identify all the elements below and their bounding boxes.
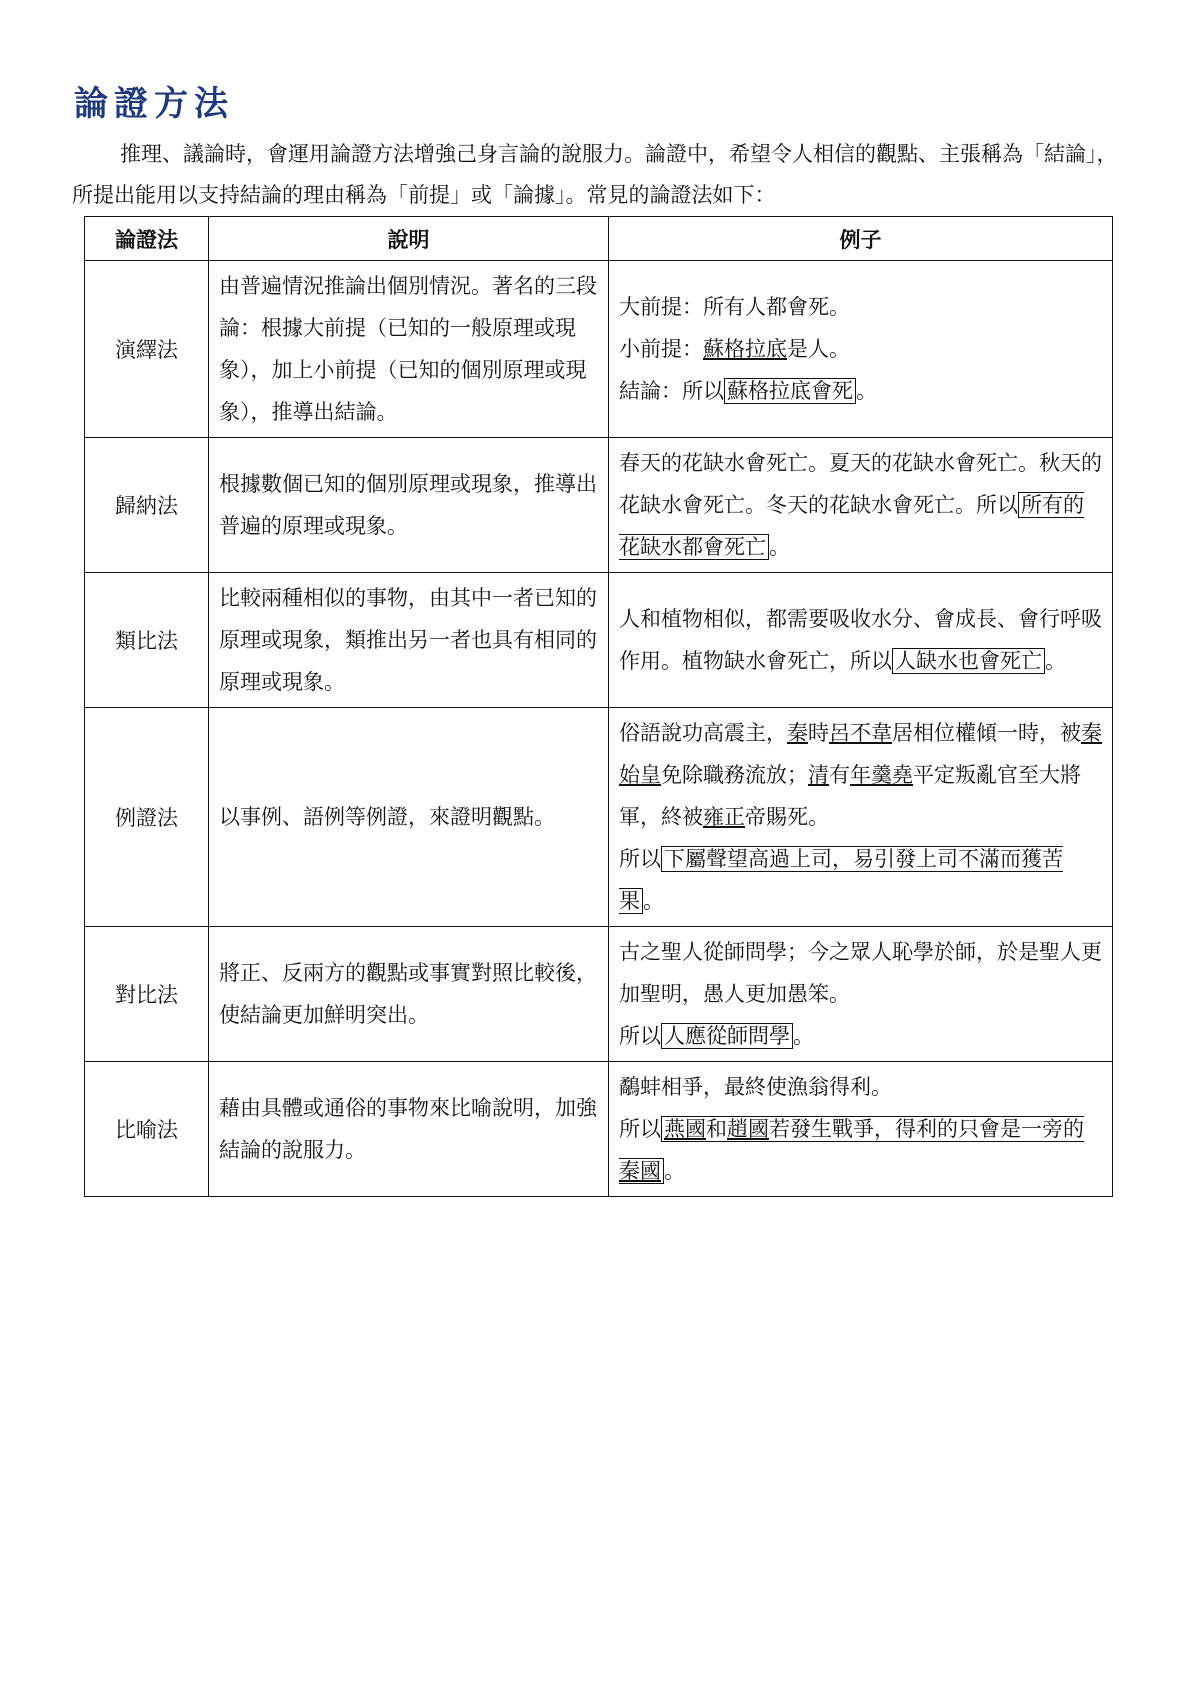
example-line bbox=[619, 712, 1102, 838]
proper-noun: 蘇格拉底 bbox=[703, 337, 787, 361]
text-segment: 。 bbox=[1045, 649, 1066, 673]
example-cell bbox=[609, 261, 1113, 438]
text-segment: 平定叛亂官至大將軍，終被 bbox=[619, 763, 1081, 829]
example-cell bbox=[609, 1062, 1113, 1197]
intro-paragraph bbox=[72, 134, 1132, 216]
conclusion-box: 人應從師問學 bbox=[661, 1023, 793, 1049]
conclusion-box: 下屬聲望高過上司，易引發上司不滿而獲苦果 bbox=[619, 847, 1063, 913]
proper-noun: 秦國 bbox=[619, 1159, 661, 1183]
description-cell: 由普遍情況推論出個別情況。著名的三段論：根據大前提（已知的一般原理或現象），加上小前提（已知的個別原理或現象），推導出結論。 bbox=[209, 261, 609, 438]
text-segment: 。 bbox=[856, 379, 877, 403]
proper-noun: 燕國 bbox=[664, 1117, 706, 1141]
method-cell: 演繹法 bbox=[85, 261, 209, 438]
description-cell: 以事例、語例等例證，來證明觀點。 bbox=[209, 708, 609, 927]
example-line bbox=[619, 328, 1102, 370]
proper-noun: 清 bbox=[808, 763, 829, 787]
example-cell bbox=[609, 573, 1113, 708]
text-segment: 俗語說功高震主， bbox=[619, 721, 787, 745]
example-line bbox=[619, 1015, 1102, 1057]
method-cell: 例證法 bbox=[85, 708, 209, 927]
text-segment: 人和植物相似，都需要吸收水分、會成長、會行呼吸作用。植物缺水會死亡，所以 bbox=[619, 607, 1102, 673]
method-cell: 比喻法 bbox=[85, 1062, 209, 1197]
text-segment: 。 bbox=[793, 1024, 814, 1048]
text-segment: 所以 bbox=[619, 1117, 661, 1141]
conclusion-box bbox=[619, 1116, 1084, 1184]
method-cell: 對比法 bbox=[85, 927, 209, 1062]
text-segment: 帝賜死。 bbox=[745, 805, 829, 829]
intro-text: 推理、議論時，會運用論證方法增強己身言論的說服力。論證中，希望令人相信的觀點、主張稱為「結論」，所提出能用以支持結論的理由稱為「前提」或「論據」。常見的論證法如下： bbox=[72, 142, 1118, 207]
example-cell bbox=[609, 708, 1113, 927]
table-header-row bbox=[85, 217, 1113, 261]
table-row bbox=[85, 708, 1113, 927]
description-cell: 比較兩種相似的事物，由其中一者已知的原理或現象，類推出另一者也具有相同的原理或現象。 bbox=[209, 573, 609, 708]
method-cell: 歸納法 bbox=[85, 438, 209, 573]
header-description: 說明 bbox=[209, 217, 609, 261]
text-segment: 。 bbox=[769, 535, 790, 559]
proper-noun: 年羹堯 bbox=[850, 763, 913, 787]
text-segment: 。 bbox=[664, 1159, 685, 1183]
text-segment: 所以 bbox=[619, 847, 661, 871]
text-segment: 居相位權傾一時，被 bbox=[892, 721, 1081, 745]
proper-noun: 雍正 bbox=[703, 805, 745, 829]
conclusion-box: 所有的花缺水都會死亡 bbox=[619, 493, 1084, 559]
text-segment: 若發生戰爭，得利的只會是一旁的 bbox=[769, 1117, 1084, 1141]
text-segment: 所以 bbox=[619, 1024, 661, 1048]
text-segment: 春天的花缺水會死亡。夏天的花缺水會死亡。秋天的花缺水會死亡。冬天的花缺水會死亡。所以 bbox=[619, 451, 1102, 517]
example-line bbox=[619, 1066, 1102, 1108]
method-cell: 類比法 bbox=[85, 573, 209, 708]
proper-noun: 呂不韋 bbox=[829, 721, 892, 745]
example-cell bbox=[609, 927, 1113, 1062]
table-row bbox=[85, 438, 1113, 573]
proper-noun: 秦 bbox=[787, 721, 808, 745]
argument-methods-table bbox=[84, 216, 1113, 1197]
table-row bbox=[85, 261, 1113, 438]
proper-noun: 趙國 bbox=[727, 1117, 769, 1141]
text-segment: 古之聖人從師問學；今之眾人恥學於師，於是聖人更加聖明，愚人更加愚笨。 bbox=[619, 940, 1102, 1006]
example-line bbox=[619, 598, 1102, 682]
text-segment: 小前提： bbox=[619, 337, 703, 361]
text-segment: 結論：所以 bbox=[619, 379, 724, 403]
example-line bbox=[619, 838, 1102, 922]
text-segment: 和 bbox=[706, 1117, 727, 1141]
text-segment: 。 bbox=[643, 889, 664, 913]
text-segment: 有 bbox=[829, 763, 850, 787]
example-line bbox=[619, 286, 1102, 328]
example-line bbox=[619, 1108, 1102, 1192]
example-line bbox=[619, 370, 1102, 412]
text-segment: 時 bbox=[808, 721, 829, 745]
text-segment: 是人。 bbox=[787, 337, 850, 361]
description-cell: 將正、反兩方的觀點或事實對照比較後，使結論更加鮮明突出。 bbox=[209, 927, 609, 1062]
text-segment: 鷸蚌相爭，最終使漁翁得利。 bbox=[619, 1075, 892, 1099]
description-cell: 藉由具體或通俗的事物來比喻說明，加強結論的說服力。 bbox=[209, 1062, 609, 1197]
conclusion-box: 蘇格拉底會死 bbox=[724, 378, 856, 404]
text-segment: 免除職務流放； bbox=[661, 763, 808, 787]
table-row bbox=[85, 573, 1113, 708]
header-example: 例子 bbox=[609, 217, 1113, 261]
conclusion-box: 人缺水也會死亡 bbox=[892, 648, 1045, 674]
description-cell: 根據數個已知的個別原理或現象，推導出普遍的原理或現象。 bbox=[209, 438, 609, 573]
table-row bbox=[85, 1062, 1113, 1197]
proper-noun: 秦始皇 bbox=[619, 721, 1102, 787]
page-title: 論證方法 bbox=[74, 84, 234, 124]
table-row bbox=[85, 927, 1113, 1062]
example-line bbox=[619, 442, 1102, 568]
example-line bbox=[619, 931, 1102, 1015]
example-cell bbox=[609, 438, 1113, 573]
header-method: 論證法 bbox=[85, 217, 209, 261]
text-segment: 大前提：所有人都會死。 bbox=[619, 295, 850, 319]
